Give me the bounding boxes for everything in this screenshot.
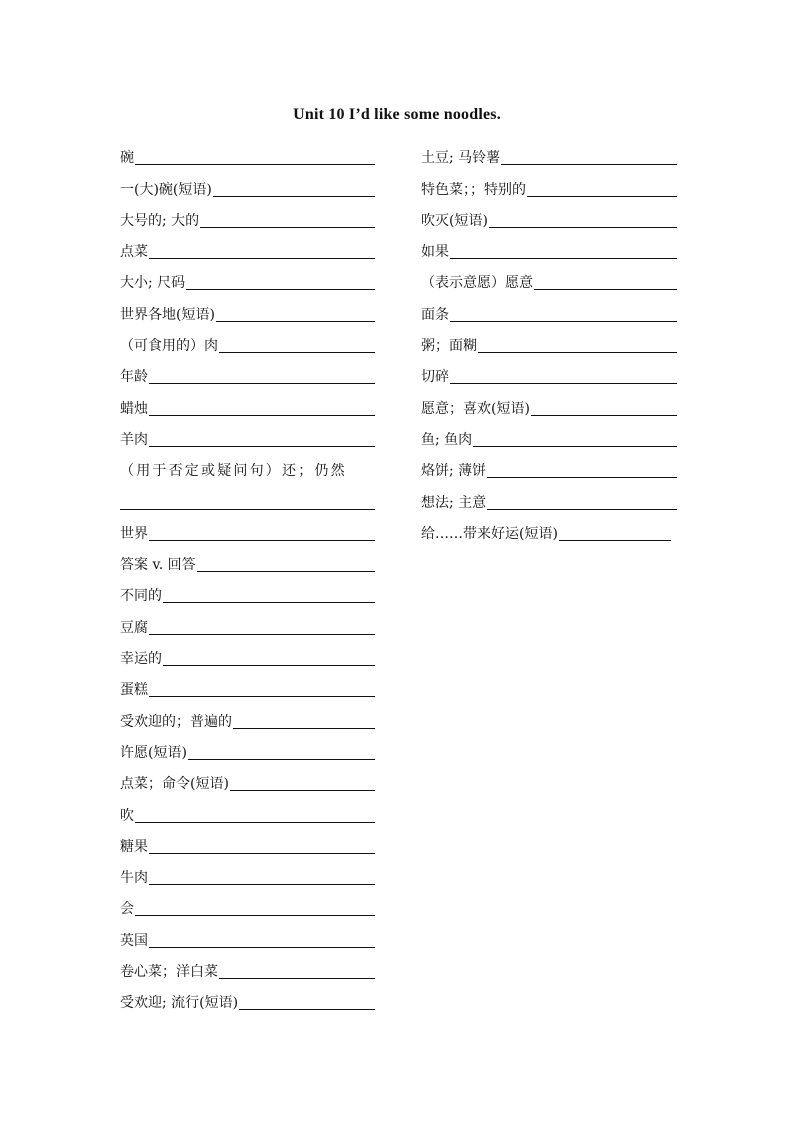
vocab-row xyxy=(120,484,375,515)
vocab-prompt: 答案 v. 回答 xyxy=(120,557,196,574)
vocab-row xyxy=(120,609,375,640)
answer-blank[interactable] xyxy=(135,150,375,165)
vocab-row xyxy=(120,234,375,265)
vocab-row xyxy=(120,954,375,985)
answer-blank[interactable] xyxy=(450,369,677,384)
vocab-prompt: 想法; 主意 xyxy=(421,494,487,511)
left-column xyxy=(120,140,375,1016)
vocab-row xyxy=(421,140,677,171)
vocab-prompt: （用于否定或疑问句）还；仍然 xyxy=(120,463,347,480)
answer-blank[interactable] xyxy=(501,150,677,165)
vocab-row xyxy=(421,453,677,484)
vocab-row xyxy=(421,484,677,515)
answer-blank[interactable] xyxy=(531,401,677,416)
vocab-row xyxy=(120,672,375,703)
right-column xyxy=(421,140,677,547)
vocab-prompt: 世界 xyxy=(120,525,148,542)
answer-blank[interactable] xyxy=(527,182,677,197)
answer-blank[interactable] xyxy=(489,213,677,228)
vocab-row xyxy=(120,390,375,421)
vocab-row xyxy=(120,171,375,202)
vocab-prompt: 面条 xyxy=(421,306,449,323)
vocab-row xyxy=(421,516,671,547)
vocab-prompt: 愿意；喜欢(短语) xyxy=(421,400,530,417)
vocab-row xyxy=(120,422,375,453)
vocab-row xyxy=(421,296,677,327)
vocab-prompt: 特色菜；；特别的 xyxy=(421,181,526,198)
vocab-prompt: 年龄 xyxy=(120,369,148,386)
answer-blank[interactable] xyxy=(478,338,677,353)
vocab-prompt: 烙饼; 薄饼 xyxy=(421,463,487,480)
vocab-row xyxy=(120,140,375,171)
answer-blank[interactable] xyxy=(219,338,375,353)
vocab-prompt: 土豆; 马铃薯 xyxy=(421,150,501,167)
answer-blank[interactable] xyxy=(149,369,375,384)
vocab-prompt: 羊肉 xyxy=(120,431,148,448)
vocab-row xyxy=(120,453,375,484)
vocab-row xyxy=(120,985,375,1016)
vocab-prompt: 大小; 尺码 xyxy=(120,275,186,292)
answer-blank[interactable] xyxy=(450,307,677,322)
answer-blank[interactable] xyxy=(149,244,375,259)
vocab-prompt: 牛肉 xyxy=(120,870,148,887)
vocab-row xyxy=(120,766,375,797)
answer-blank[interactable] xyxy=(149,526,375,541)
answer-blank[interactable] xyxy=(149,839,375,854)
answer-blank[interactable] xyxy=(149,620,375,635)
vocab-row xyxy=(120,265,375,296)
vocab-row xyxy=(120,703,375,734)
answer-blank[interactable] xyxy=(135,808,375,823)
answer-blank[interactable] xyxy=(120,495,375,510)
vocab-prompt: 吹 xyxy=(120,807,134,824)
vocab-row xyxy=(120,922,375,953)
vocab-prompt: 卷心菜；洋白菜 xyxy=(120,964,218,981)
answer-blank[interactable] xyxy=(135,901,375,916)
answer-blank[interactable] xyxy=(230,776,375,791)
answer-blank[interactable] xyxy=(200,213,375,228)
answer-blank[interactable] xyxy=(149,682,375,697)
vocab-row xyxy=(120,203,375,234)
vocab-prompt: 切碎 xyxy=(421,369,449,386)
answer-blank[interactable] xyxy=(149,870,375,885)
answer-blank[interactable] xyxy=(473,432,677,447)
vocab-row xyxy=(421,171,677,202)
vocab-row xyxy=(120,547,375,578)
vocab-row xyxy=(120,735,375,766)
vocab-prompt: 点菜 xyxy=(120,244,148,261)
page-title: Unit 10 I’d like some noodles. xyxy=(293,106,501,123)
vocab-row xyxy=(120,578,375,609)
vocab-row xyxy=(120,296,375,327)
vocab-prompt: 受欢迎; 流行(短语) xyxy=(120,995,239,1012)
answer-blank[interactable] xyxy=(197,557,375,572)
vocab-row xyxy=(421,328,677,359)
vocab-row xyxy=(120,516,375,547)
vocab-prompt: 一(大)碗(短语) xyxy=(120,181,212,198)
vocab-prompt: 不同的 xyxy=(120,588,162,605)
vocab-prompt: 世界各地(短语) xyxy=(120,306,215,323)
vocab-prompt: 蜡烛 xyxy=(120,400,148,417)
vocab-row xyxy=(421,203,677,234)
answer-blank[interactable] xyxy=(534,275,677,290)
vocab-prompt: 会 xyxy=(120,901,134,918)
vocab-row xyxy=(120,641,375,672)
answer-blank[interactable] xyxy=(559,526,671,541)
answer-blank[interactable] xyxy=(233,714,375,729)
vocab-row xyxy=(120,797,375,828)
vocab-prompt: 大号的; 大的 xyxy=(120,212,200,229)
vocab-row xyxy=(421,422,677,453)
vocab-prompt: 许愿(短语) xyxy=(120,744,187,761)
vocab-prompt: 吹灭(短语) xyxy=(421,212,488,229)
vocab-row xyxy=(120,891,375,922)
vocab-row xyxy=(421,234,677,265)
vocab-prompt: 蛋糕 xyxy=(120,682,148,699)
vocab-prompt: 豆腐 xyxy=(120,619,148,636)
answer-blank[interactable] xyxy=(163,651,375,666)
answer-blank[interactable] xyxy=(186,275,375,290)
answer-blank[interactable] xyxy=(188,745,375,760)
answer-blank[interactable] xyxy=(213,182,375,197)
answer-blank[interactable] xyxy=(219,964,375,979)
vocab-prompt: 如果 xyxy=(421,244,449,261)
vocab-prompt: 点菜；命令(短语) xyxy=(120,776,229,793)
answer-blank[interactable] xyxy=(149,933,375,948)
answer-blank[interactable] xyxy=(239,995,375,1010)
answer-blank[interactable] xyxy=(487,495,677,510)
answer-blank[interactable] xyxy=(450,244,677,259)
vocab-prompt: 鱼; 鱼肉 xyxy=(421,431,473,448)
vocab-prompt: （可食用的）肉 xyxy=(120,338,218,355)
vocab-prompt: 碗 xyxy=(120,150,134,167)
vocab-prompt: （表示意愿）愿意 xyxy=(421,275,533,292)
vocab-prompt: 英国 xyxy=(120,932,148,949)
vocab-row xyxy=(120,359,375,390)
vocab-prompt: 幸运的 xyxy=(120,651,162,668)
vocab-prompt: 糖果 xyxy=(120,838,148,855)
vocab-row xyxy=(120,829,375,860)
vocab-prompt: 粥；面糊 xyxy=(421,338,477,355)
vocab-prompt: 受欢迎的；普遍的 xyxy=(120,713,232,730)
vocab-row xyxy=(120,328,375,359)
vocab-row xyxy=(421,359,677,390)
answer-blank[interactable] xyxy=(487,463,677,478)
vocab-row xyxy=(120,860,375,891)
vocab-row xyxy=(421,390,677,421)
vocab-prompt: 给……带来好运(短语) xyxy=(421,525,558,542)
answer-blank[interactable] xyxy=(163,588,375,603)
answer-blank[interactable] xyxy=(149,432,375,447)
answer-blank[interactable] xyxy=(149,401,375,416)
vocab-row xyxy=(421,265,677,296)
answer-blank[interactable] xyxy=(216,307,375,322)
